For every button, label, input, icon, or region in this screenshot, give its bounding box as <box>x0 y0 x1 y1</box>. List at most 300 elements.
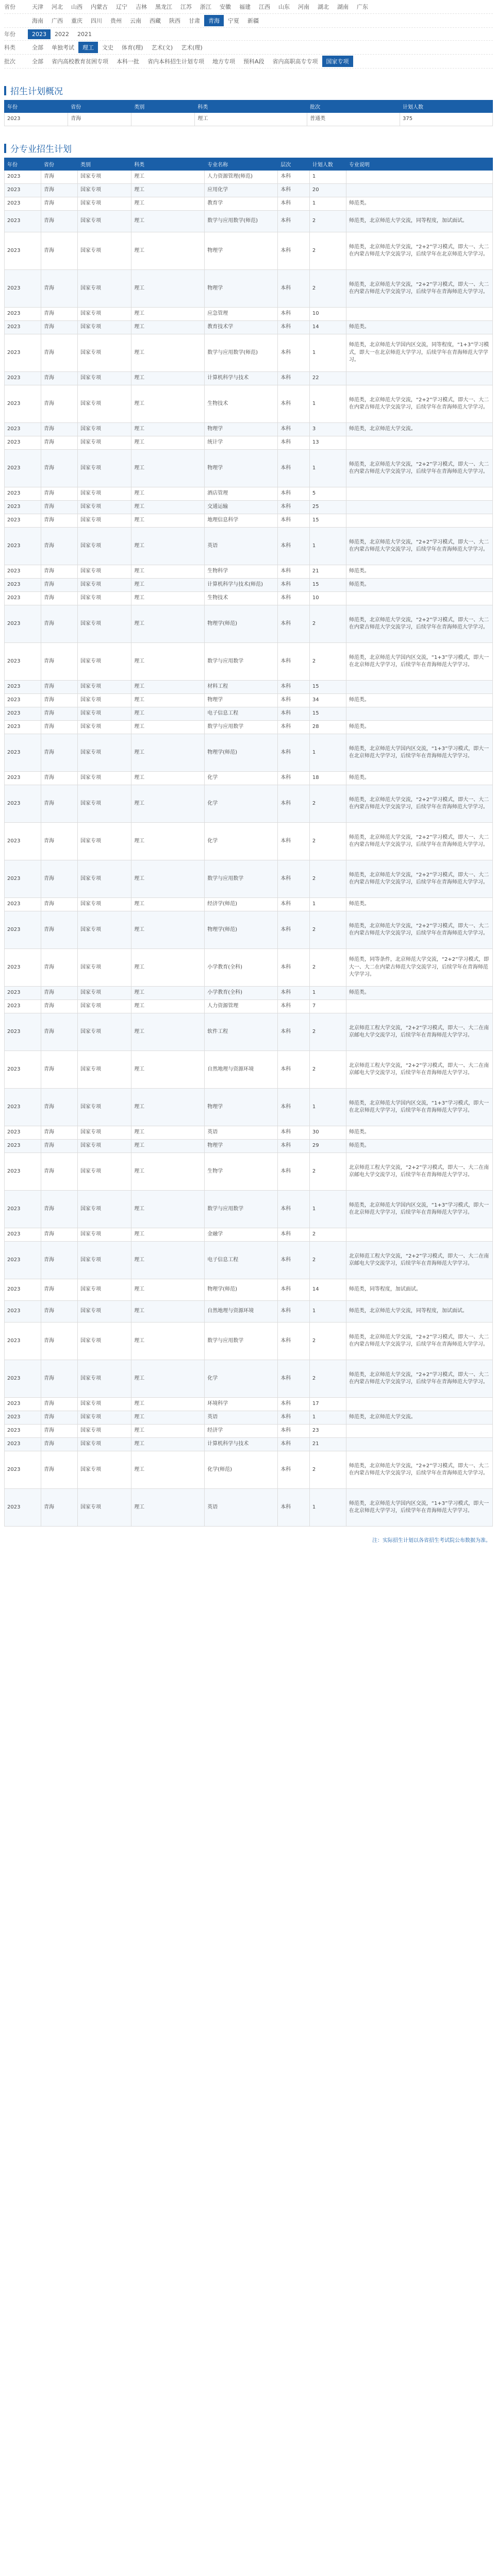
note-cell: 师范类，北京师范大学国内区交流，“1+3”学习模式，即大一在北京师范大学学习，后续学年在青海师范大学学习。 <box>346 643 492 681</box>
type-cell: 国家专项 <box>78 987 131 1000</box>
level-cell: 本科 <box>278 211 310 232</box>
province-option[interactable]: 广西 <box>52 18 63 24</box>
table-row <box>5 1013 493 1051</box>
category-cell: 理工 <box>131 334 205 372</box>
category-cell: 理工 <box>131 1089 205 1126</box>
province-option[interactable]: 西藏 <box>150 18 161 24</box>
type-cell: 国家专项 <box>78 785 131 823</box>
count-cell: 2 <box>309 949 346 987</box>
province-option[interactable]: 贵州 <box>110 18 122 24</box>
year-cell: 2023 <box>5 528 41 565</box>
note-cell <box>346 308 492 321</box>
province-cell: 青海 <box>41 528 78 565</box>
count-cell: 1 <box>309 450 346 487</box>
summary-column-header: 计划人数 <box>400 100 493 113</box>
year-cell: 2023 <box>5 372 41 385</box>
note-cell <box>346 681 492 694</box>
major-cell: 生物科学 <box>205 565 278 579</box>
major-cell: 酒店管理 <box>205 487 278 501</box>
year-cell: 2023 <box>5 605 41 643</box>
note-cell: 北京师范工程大学交流，“2+2”学习模式，即大一、大二在南京邮电大学交流学习，后续学年在青海师范大学学习。 <box>346 1013 492 1051</box>
plan-column-header: 层次 <box>278 158 310 171</box>
level-cell: 本科 <box>278 772 310 785</box>
category-cell: 理工 <box>131 197 205 211</box>
year-cell: 2023 <box>5 270 41 308</box>
province-cell: 青海 <box>41 987 78 1000</box>
level-cell: 本科 <box>278 1000 310 1013</box>
major-cell: 物理学 <box>205 270 278 308</box>
count-cell: 2 <box>309 232 346 270</box>
province-option[interactable]: 海南 <box>32 18 43 24</box>
province-option[interactable]: 山西 <box>71 4 82 10</box>
level-cell: 本科 <box>278 1411 310 1425</box>
note-cell: 师范类。 <box>346 694 492 707</box>
category-option[interactable]: 理工 <box>78 42 98 53</box>
province-option[interactable]: 新疆 <box>247 18 259 24</box>
table-row <box>5 1489 493 1527</box>
level-cell: 本科 <box>278 184 310 197</box>
type-cell: 国家专项 <box>78 772 131 785</box>
table-row <box>5 1089 493 1126</box>
note-cell: 师范类，北京师范大学交流，同等程度，加试面试。 <box>346 1301 492 1323</box>
level-cell: 本科 <box>278 1438 310 1451</box>
note-cell <box>346 184 492 197</box>
category-option[interactable]: 艺术(理) <box>181 44 203 51</box>
major-cell: 统计学 <box>205 436 278 450</box>
type-cell: 国家专项 <box>78 694 131 707</box>
note-cell: 师范类。 <box>346 197 492 211</box>
plan-column-header: 专业说明 <box>346 158 492 171</box>
province-cell: 青海 <box>41 321 78 334</box>
category-option[interactable]: 艺术(文) <box>151 44 173 51</box>
category-cell: 理工 <box>131 949 205 987</box>
category-option[interactable]: 单独考试 <box>52 44 74 51</box>
summary-column-header: 年份 <box>5 100 68 113</box>
category-cell: 理工 <box>131 1301 205 1323</box>
province-option[interactable]: 四川 <box>91 18 102 24</box>
province-option[interactable]: 云南 <box>130 18 141 24</box>
province-option[interactable]: 吉林 <box>136 4 147 10</box>
note-cell: 师范类，北京师范大学国内区交流，“1+3”学习模式，即大一在北京师范大学学习，后续学年在青海师范大学学习。 <box>346 1089 492 1126</box>
table-row <box>5 528 493 565</box>
province-cell: 青海 <box>41 898 78 911</box>
major-cell: 生物技术 <box>205 385 278 423</box>
province-cell: 青海 <box>41 1398 78 1411</box>
type-cell: 国家专项 <box>78 372 131 385</box>
year-option[interactable]: 2022 <box>55 30 69 38</box>
level-cell: 本科 <box>278 334 310 372</box>
province-filter-row <box>4 0 493 14</box>
major-cell: 应急管理 <box>205 308 278 321</box>
province-option[interactable]: 宁夏 <box>228 18 239 24</box>
level-cell: 本科 <box>278 423 310 436</box>
level-cell: 本科 <box>278 1360 310 1398</box>
table-row <box>5 1140 493 1153</box>
table-row <box>5 308 493 321</box>
note-cell <box>346 487 492 501</box>
level-cell: 本科 <box>278 1140 310 1153</box>
major-cell: 电子信息工程 <box>205 1242 278 1279</box>
province-cell: 青海 <box>41 385 78 423</box>
count-cell: 21 <box>309 565 346 579</box>
table-row <box>5 171 493 184</box>
note-cell: 师范类，同等程度，加试面试。 <box>346 1279 492 1301</box>
province-option[interactable]: 湖南 <box>337 4 349 10</box>
province-option[interactable]: 重庆 <box>71 18 82 24</box>
year-filter-label: 年份 <box>4 31 15 38</box>
note-cell: 师范类，北京师范大学国内区交流，“1+3”学习模式，即大一在北京师范大学学习，后续学年在青海师范大学学习。 <box>346 1191 492 1228</box>
province-cell: 青海 <box>41 1051 78 1089</box>
province-cell: 青海 <box>41 1425 78 1438</box>
province-cell: 青海 <box>41 1323 78 1360</box>
major-cell: 物理学(师范) <box>205 605 278 643</box>
table-row <box>5 501 493 514</box>
batch-option[interactable]: 省内高校教育贫困专项 <box>52 58 108 65</box>
count-cell: 2 <box>309 1153 346 1191</box>
table-row <box>5 1438 493 1451</box>
year-cell: 2023 <box>5 911 41 949</box>
level-cell: 本科 <box>278 270 310 308</box>
table-row <box>5 592 493 605</box>
province-option[interactable]: 江苏 <box>180 4 192 10</box>
category-option[interactable]: 全部 <box>32 44 43 51</box>
type-cell: 国家专项 <box>78 1126 131 1140</box>
province-option[interactable]: 浙江 <box>200 4 211 10</box>
table-row <box>5 772 493 785</box>
category-cell: 理工 <box>131 1438 205 1451</box>
level-cell: 本科 <box>278 514 310 528</box>
category-cell: 理工 <box>131 171 205 184</box>
batch-option[interactable]: 省内本科招生计划专项 <box>147 58 204 65</box>
table-row <box>5 197 493 211</box>
level-cell: 本科 <box>278 385 310 423</box>
category-cell: 理工 <box>131 450 205 487</box>
batch-filter-row <box>4 55 493 69</box>
count-cell: 25 <box>309 501 346 514</box>
type-cell: 国家专项 <box>78 1489 131 1527</box>
year-cell: 2023 <box>5 436 41 450</box>
year-cell: 2023 <box>5 1000 41 1013</box>
province-option[interactable]: 福建 <box>239 4 251 10</box>
province-cell: 青海 <box>41 1489 78 1527</box>
province-cell: 青海 <box>41 211 78 232</box>
major-cell: 教育技术学 <box>205 321 278 334</box>
year-cell: 2023 <box>5 1411 41 1425</box>
category-cell: 理工 <box>131 734 205 772</box>
table-row <box>5 643 493 681</box>
category-cell: 理工 <box>131 1140 205 1153</box>
plan-column-header: 科类 <box>131 158 205 171</box>
category-cell: 理工 <box>131 1425 205 1438</box>
province-cell: 青海 <box>41 1089 78 1126</box>
province-filter-row-2 <box>4 14 493 28</box>
province-option[interactable]: 河北 <box>52 4 63 10</box>
count-cell: 7 <box>309 1000 346 1013</box>
year-cell: 2023 <box>5 501 41 514</box>
category-cell: 理工 <box>131 772 205 785</box>
type-cell: 国家专项 <box>78 321 131 334</box>
level-cell: 本科 <box>278 436 310 450</box>
province-option[interactable]: 内蒙古 <box>91 4 108 10</box>
level-cell: 本科 <box>278 321 310 334</box>
type-cell: 国家专项 <box>78 1051 131 1089</box>
footnote: 注：实际招生计划以各省招生考试院公布数据为准。 <box>372 1538 491 1544</box>
major-cell: 物理学 <box>205 423 278 436</box>
province-option[interactable]: 广东 <box>357 4 368 10</box>
note-cell <box>346 171 492 184</box>
table-row <box>5 860 493 898</box>
table-row <box>5 1279 493 1301</box>
summary-column-header: 科类 <box>195 100 307 113</box>
table-row <box>5 579 493 592</box>
type-cell: 国家专项 <box>78 565 131 579</box>
table-row <box>5 1051 493 1089</box>
type-cell: 国家专项 <box>78 898 131 911</box>
province-cell: 青海 <box>41 911 78 949</box>
level-cell: 本科 <box>278 1191 310 1228</box>
major-cell: 物理学(师范) <box>205 1279 278 1301</box>
province-cell: 青海 <box>41 579 78 592</box>
type-cell: 国家专项 <box>78 579 131 592</box>
year-cell: 2023 <box>5 423 41 436</box>
year-cell: 2023 <box>5 1425 41 1438</box>
category-option[interactable]: 文史 <box>102 44 113 51</box>
province-option[interactable]: 江西 <box>259 4 270 10</box>
note-cell: 师范类。 <box>346 1126 492 1140</box>
batch-option[interactable]: 国家专项 <box>322 56 353 67</box>
year-cell: 2023 <box>5 949 41 987</box>
note-cell <box>346 1228 492 1242</box>
plan-column-header: 专业名称 <box>205 158 278 171</box>
level-cell: 本科 <box>278 528 310 565</box>
category-cell: 理工 <box>131 232 205 270</box>
table-row <box>5 184 493 197</box>
province-cell: 青海 <box>41 592 78 605</box>
category-cell: 理工 <box>131 1451 205 1489</box>
summary-row <box>5 113 493 126</box>
province-cell: 青海 <box>41 487 78 501</box>
category-cell: 理工 <box>131 681 205 694</box>
count-cell: 1 <box>309 1411 346 1425</box>
level-cell: 本科 <box>278 197 310 211</box>
type-cell: 国家专项 <box>78 1425 131 1438</box>
type-cell: 国家专项 <box>78 1191 131 1228</box>
note-cell: 师范类，北京师范大学交流，“2+2”学习模式，即大一、大二在内蒙古师范大学交流学习，后续学年在青海师范大学学习。 <box>346 860 492 898</box>
level-cell: 本科 <box>278 785 310 823</box>
note-cell: 师范类，北京师范大学国内区交流，同等程度，“1+3”学习模式，即大一在北京师范大学学习，后续学年在青海师范大学学习。 <box>346 334 492 372</box>
count-cell: 2 <box>309 823 346 860</box>
count-cell: 3 <box>309 423 346 436</box>
count-cell: 2 <box>309 1323 346 1360</box>
type-cell: 国家专项 <box>78 501 131 514</box>
count-cell: 18 <box>309 772 346 785</box>
note-cell: 师范类，北京师范大学交流，“2+2”学习模式，即大一、大二在内蒙古师范大学交流学习，后续学年在青海师范大学学习。 <box>346 1360 492 1398</box>
note-cell <box>346 1425 492 1438</box>
province-option[interactable]: 青海 <box>204 15 224 26</box>
table-row <box>5 1451 493 1489</box>
count-cell: 2 <box>309 1228 346 1242</box>
count-cell: 2 <box>309 911 346 949</box>
province-cell: 青海 <box>41 949 78 987</box>
category-cell: 理工 <box>131 605 205 643</box>
type-cell: 国家专项 <box>78 1438 131 1451</box>
year-cell: 2023 <box>5 184 41 197</box>
level-cell: 本科 <box>278 171 310 184</box>
category-cell: 理工 <box>131 1126 205 1140</box>
table-row <box>5 605 493 643</box>
note-cell: 师范类，北京师范大学交流，“2+2”学习模式，即大一、大二在内蒙古师范大学交流学习，后续学年在青海师范大学学习。 <box>346 385 492 423</box>
table-row <box>5 734 493 772</box>
batch-option[interactable]: 地方专项 <box>212 58 235 65</box>
province-option[interactable]: 安徽 <box>220 4 231 10</box>
type-cell: 国家专项 <box>78 605 131 643</box>
major-cell: 数学与应用数学 <box>205 643 278 681</box>
count-cell: 1 <box>309 334 346 372</box>
batch-option[interactable]: 全部 <box>32 58 43 65</box>
province-option[interactable]: 黑龙江 <box>155 4 172 10</box>
plan-title: 分专业招生计划 <box>10 144 72 155</box>
note-cell: 师范类，北京师范大学交流，“2+2”学习模式，即大一、大二在内蒙古师范大学交流学习，后续学年在青海师范大学学习。 <box>346 785 492 823</box>
province-cell: 青海 <box>41 734 78 772</box>
major-cell: 数学与应用数学(师范) <box>205 211 278 232</box>
note-cell: 师范类。 <box>346 579 492 592</box>
count-cell: 1 <box>309 734 346 772</box>
province-cell: 青海 <box>41 501 78 514</box>
level-cell: 本科 <box>278 860 310 898</box>
province-option[interactable]: 山东 <box>278 4 290 10</box>
table-row <box>5 681 493 694</box>
count-cell: 21 <box>309 1438 346 1451</box>
year-cell: 2023 <box>5 1051 41 1089</box>
count-cell: 1 <box>309 197 346 211</box>
type-cell: 国家专项 <box>78 528 131 565</box>
level-cell: 本科 <box>278 1126 310 1140</box>
count-cell: 14 <box>309 1279 346 1301</box>
count-cell: 20 <box>309 184 346 197</box>
category-cell: 理工 <box>131 694 205 707</box>
province-cell: 青海 <box>41 1191 78 1228</box>
note-cell: 师范类，北京师范大学国内区交流，“1+3”学习模式，即大一在北京师范大学学习，后续学年在青海师范大学学习。 <box>346 734 492 772</box>
province-option[interactable]: 河南 <box>298 4 309 10</box>
major-cell: 物理学 <box>205 1140 278 1153</box>
batch-option[interactable]: 省内高职高专专项 <box>272 58 318 65</box>
year-option[interactable]: 2023 <box>28 29 51 39</box>
plan-table <box>4 158 493 1527</box>
table-row <box>5 385 493 423</box>
category-cell: 理工 <box>131 1279 205 1301</box>
year-cell: 2023 <box>5 1360 41 1398</box>
count-cell: 1 <box>309 987 346 1000</box>
count-cell: 1 <box>309 1301 346 1323</box>
category-cell: 理工 <box>131 436 205 450</box>
category-cell: 理工 <box>131 1323 205 1360</box>
type-cell: 国家专项 <box>78 734 131 772</box>
summary-cell: 普通类 <box>307 113 400 126</box>
count-cell: 10 <box>309 592 346 605</box>
year-cell: 2023 <box>5 1242 41 1279</box>
year-cell: 2023 <box>5 1013 41 1051</box>
type-cell: 国家专项 <box>78 1013 131 1051</box>
level-cell: 本科 <box>278 1425 310 1438</box>
level-cell: 本科 <box>278 1013 310 1051</box>
major-cell: 应用化学 <box>205 184 278 197</box>
level-cell: 本科 <box>278 579 310 592</box>
year-cell: 2023 <box>5 450 41 487</box>
table-row <box>5 321 493 334</box>
batch-option[interactable]: 本科一批 <box>117 58 139 65</box>
year-cell: 2023 <box>5 1153 41 1191</box>
year-cell: 2023 <box>5 1140 41 1153</box>
type-cell: 国家专项 <box>78 1228 131 1242</box>
table-row <box>5 514 493 528</box>
note-cell: 师范类，北京师范大学交流，“2+2”学习模式，即大一、大二在内蒙古师范大学交流学习，后续学年在青海师范大学学习。 <box>346 823 492 860</box>
category-cell: 理工 <box>131 501 205 514</box>
count-cell: 10 <box>309 308 346 321</box>
level-cell: 本科 <box>278 1228 310 1242</box>
province-option[interactable]: 陕西 <box>169 18 180 24</box>
year-cell: 2023 <box>5 171 41 184</box>
major-cell: 计算机科学与技术 <box>205 1438 278 1451</box>
count-cell: 15 <box>309 579 346 592</box>
category-option[interactable]: 体育(理) <box>122 44 143 51</box>
level-cell: 本科 <box>278 450 310 487</box>
level-cell: 本科 <box>278 721 310 734</box>
note-cell: 师范类，北京师范大学交流。 <box>346 1411 492 1425</box>
count-cell: 2 <box>309 1242 346 1279</box>
batch-options <box>28 56 493 67</box>
batch-option[interactable]: 预科A段 <box>243 58 264 65</box>
province-cell: 青海 <box>41 436 78 450</box>
note-cell: 师范类，北京师范大学交流，“2+2”学习模式，即大一、大二在内蒙古师范大学交流学习，后续学年在青海师范大学学习。 <box>346 1323 492 1360</box>
count-cell: 1 <box>309 171 346 184</box>
note-cell: 师范类。 <box>346 772 492 785</box>
province-cell: 青海 <box>41 823 78 860</box>
major-cell: 英语 <box>205 528 278 565</box>
table-row <box>5 1360 493 1398</box>
table-row <box>5 898 493 911</box>
level-cell: 本科 <box>278 1089 310 1126</box>
category-cell: 理工 <box>131 911 205 949</box>
province-option[interactable]: 天津 <box>32 4 43 10</box>
type-cell: 国家专项 <box>78 450 131 487</box>
note-cell <box>346 436 492 450</box>
category-cell: 理工 <box>131 372 205 385</box>
category-cell: 理工 <box>131 528 205 565</box>
year-cell: 2023 <box>5 681 41 694</box>
province-option[interactable]: 湖北 <box>318 4 329 10</box>
note-cell: 师范类，北京师范大学交流，“2+2”学习模式，即大一、大二在内蒙古师范大学交流学习，后续学年在青海师范大学学习。 <box>346 450 492 487</box>
level-cell: 本科 <box>278 681 310 694</box>
type-cell: 国家专项 <box>78 1242 131 1279</box>
table-row <box>5 423 493 436</box>
type-cell: 国家专项 <box>78 197 131 211</box>
year-option[interactable]: 2021 <box>77 30 92 38</box>
category-cell: 理工 <box>131 565 205 579</box>
table-row <box>5 823 493 860</box>
note-cell: 师范类。 <box>346 321 492 334</box>
province-option[interactable]: 辽宁 <box>116 4 127 10</box>
major-cell: 物理学 <box>205 232 278 270</box>
plan-column-header: 计划人数 <box>309 158 346 171</box>
plan-column-header: 类别 <box>78 158 131 171</box>
category-cell: 理工 <box>131 1051 205 1089</box>
province-option[interactable]: 甘肃 <box>189 18 200 24</box>
note-cell <box>346 707 492 721</box>
type-cell: 国家专项 <box>78 436 131 450</box>
summary-column-header: 类别 <box>131 100 195 113</box>
summary-cell: 理工 <box>195 113 307 126</box>
province-cell: 青海 <box>41 605 78 643</box>
